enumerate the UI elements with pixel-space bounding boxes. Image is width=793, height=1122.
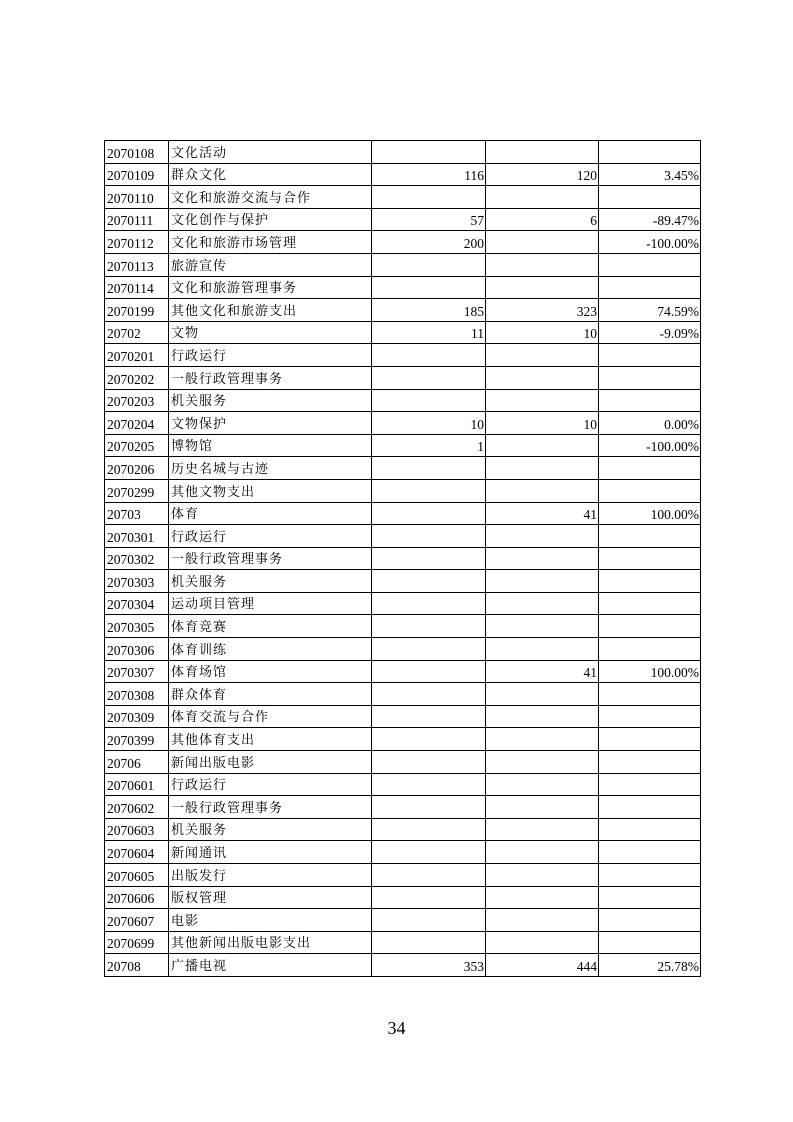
page-number: 34 — [387, 1018, 406, 1038]
row-name-cell: 机关服务 — [169, 570, 372, 593]
row-code-cell: 2070601 — [105, 773, 169, 796]
row-curr-value-cell: 444 — [486, 954, 599, 977]
row-name-cell: 新闻出版电影 — [169, 751, 372, 774]
row-change-cell: 74.59% — [599, 299, 701, 322]
table-row — [105, 931, 701, 954]
row-change-cell — [599, 683, 701, 706]
row-code-cell: 2070199 — [105, 299, 169, 322]
row-code-cell: 2070203 — [105, 389, 169, 412]
row-name-cell: 文物 — [169, 321, 372, 344]
row-name-cell: 机关服务 — [169, 818, 372, 841]
row-curr-value-cell — [486, 683, 599, 706]
row-prev-value-cell: 11 — [372, 321, 486, 344]
row-prev-value-cell — [372, 186, 486, 209]
row-change-cell — [599, 615, 701, 638]
row-change-cell — [599, 276, 701, 299]
row-code-cell: 2070606 — [105, 886, 169, 909]
row-change-cell — [599, 705, 701, 728]
row-curr-value-cell — [486, 276, 599, 299]
table-row — [105, 208, 701, 231]
table-row — [105, 434, 701, 457]
row-prev-value-cell — [372, 547, 486, 570]
row-code-cell: 2070202 — [105, 366, 169, 389]
row-curr-value-cell — [486, 253, 599, 276]
row-change-cell — [599, 186, 701, 209]
row-change-cell — [599, 773, 701, 796]
row-prev-value-cell — [372, 253, 486, 276]
row-code-cell: 2070108 — [105, 141, 169, 164]
row-prev-value-cell — [372, 344, 486, 367]
row-curr-value-cell: 120 — [486, 163, 599, 186]
row-prev-value-cell — [372, 366, 486, 389]
row-curr-value-cell — [486, 457, 599, 480]
row-curr-value-cell — [486, 231, 599, 254]
row-name-cell: 其他文物支出 — [169, 479, 372, 502]
row-code-cell: 2070112 — [105, 231, 169, 254]
row-change-cell — [599, 592, 701, 615]
row-curr-value-cell: 323 — [486, 299, 599, 322]
table-row — [105, 276, 701, 299]
row-code-cell: 2070307 — [105, 660, 169, 683]
row-change-cell — [599, 344, 701, 367]
row-name-cell: 行政运行 — [169, 344, 372, 367]
table-row — [105, 954, 701, 977]
table-row — [105, 141, 701, 164]
row-change-cell — [599, 931, 701, 954]
row-curr-value-cell — [486, 434, 599, 457]
row-prev-value-cell — [372, 389, 486, 412]
row-prev-value-cell: 116 — [372, 163, 486, 186]
table-row — [105, 163, 701, 186]
row-prev-value-cell — [372, 909, 486, 932]
row-name-cell: 体育场馆 — [169, 660, 372, 683]
table-row — [105, 344, 701, 367]
row-curr-value-cell — [486, 886, 599, 909]
table-row — [105, 389, 701, 412]
row-name-cell: 一般行政管理事务 — [169, 547, 372, 570]
row-prev-value-cell: 10 — [372, 412, 486, 435]
row-name-cell: 群众文化 — [169, 163, 372, 186]
row-curr-value-cell — [486, 479, 599, 502]
row-code-cell: 2070299 — [105, 479, 169, 502]
row-name-cell: 文化创作与保护 — [169, 208, 372, 231]
row-curr-value-cell — [486, 773, 599, 796]
row-change-cell: -100.00% — [599, 231, 701, 254]
row-prev-value-cell — [372, 502, 486, 525]
row-change-cell — [599, 886, 701, 909]
table-row — [105, 479, 701, 502]
row-prev-value-cell — [372, 796, 486, 819]
row-curr-value-cell — [486, 909, 599, 932]
row-code-cell: 2070309 — [105, 705, 169, 728]
row-name-cell: 群众体育 — [169, 683, 372, 706]
row-code-cell: 20702 — [105, 321, 169, 344]
row-change-cell — [599, 841, 701, 864]
row-prev-value-cell — [372, 141, 486, 164]
table-row — [105, 864, 701, 887]
row-prev-value-cell — [372, 705, 486, 728]
row-prev-value-cell — [372, 570, 486, 593]
table-row — [105, 231, 701, 254]
row-name-cell: 行政运行 — [169, 773, 372, 796]
row-change-cell — [599, 479, 701, 502]
row-curr-value-cell — [486, 344, 599, 367]
row-curr-value-cell: 6 — [486, 208, 599, 231]
row-name-cell: 体育 — [169, 502, 372, 525]
row-prev-value-cell — [372, 592, 486, 615]
table-row — [105, 728, 701, 751]
expenditure-table — [104, 140, 701, 977]
row-curr-value-cell — [486, 141, 599, 164]
row-code-cell: 2070109 — [105, 163, 169, 186]
row-curr-value-cell: 41 — [486, 660, 599, 683]
row-name-cell: 一般行政管理事务 — [169, 796, 372, 819]
row-change-cell — [599, 728, 701, 751]
row-name-cell: 文化活动 — [169, 141, 372, 164]
row-code-cell: 2070204 — [105, 412, 169, 435]
row-change-cell — [599, 818, 701, 841]
table-row — [105, 841, 701, 864]
row-code-cell: 2070110 — [105, 186, 169, 209]
table-row — [105, 660, 701, 683]
row-curr-value-cell — [486, 751, 599, 774]
row-name-cell: 一般行政管理事务 — [169, 366, 372, 389]
row-name-cell: 其他文化和旅游支出 — [169, 299, 372, 322]
row-name-cell: 版权管理 — [169, 886, 372, 909]
table-row — [105, 186, 701, 209]
row-change-cell — [599, 909, 701, 932]
row-code-cell: 20706 — [105, 751, 169, 774]
row-change-cell — [599, 570, 701, 593]
row-code-cell: 2070399 — [105, 728, 169, 751]
row-prev-value-cell — [372, 660, 486, 683]
table-row — [105, 886, 701, 909]
row-curr-value-cell — [486, 592, 599, 615]
row-code-cell: 20708 — [105, 954, 169, 977]
table-row — [105, 615, 701, 638]
row-curr-value-cell — [486, 525, 599, 548]
row-change-cell — [599, 389, 701, 412]
row-code-cell: 2070305 — [105, 615, 169, 638]
table-row — [105, 818, 701, 841]
row-name-cell: 行政运行 — [169, 525, 372, 548]
row-name-cell: 体育训练 — [169, 638, 372, 661]
table-row — [105, 525, 701, 548]
row-code-cell: 2070113 — [105, 253, 169, 276]
row-code-cell: 2070302 — [105, 547, 169, 570]
row-prev-value-cell — [372, 751, 486, 774]
table-row — [105, 773, 701, 796]
table-row — [105, 796, 701, 819]
row-prev-value-cell: 57 — [372, 208, 486, 231]
table-row — [105, 705, 701, 728]
row-change-cell: -100.00% — [599, 434, 701, 457]
row-change-cell — [599, 751, 701, 774]
row-prev-value-cell — [372, 886, 486, 909]
row-change-cell — [599, 638, 701, 661]
row-prev-value-cell — [372, 525, 486, 548]
row-change-cell: 0.00% — [599, 412, 701, 435]
row-change-cell — [599, 547, 701, 570]
row-change-cell: 25.78% — [599, 954, 701, 977]
row-prev-value-cell: 1 — [372, 434, 486, 457]
row-code-cell: 2070111 — [105, 208, 169, 231]
row-name-cell: 其他新闻出版电影支出 — [169, 931, 372, 954]
row-code-cell: 2070303 — [105, 570, 169, 593]
row-change-cell — [599, 457, 701, 480]
row-curr-value-cell — [486, 547, 599, 570]
row-curr-value-cell: 41 — [486, 502, 599, 525]
table-row — [105, 299, 701, 322]
table-row — [105, 683, 701, 706]
row-code-cell: 2070304 — [105, 592, 169, 615]
row-change-cell — [599, 525, 701, 548]
table-row — [105, 638, 701, 661]
row-change-cell — [599, 796, 701, 819]
table-row — [105, 502, 701, 525]
table-row — [105, 366, 701, 389]
row-curr-value-cell — [486, 570, 599, 593]
table-row — [105, 592, 701, 615]
row-name-cell: 博物馆 — [169, 434, 372, 457]
row-code-cell: 2070605 — [105, 864, 169, 887]
row-name-cell: 文物保护 — [169, 412, 372, 435]
table-row — [105, 457, 701, 480]
row-code-cell: 2070201 — [105, 344, 169, 367]
row-code-cell: 2070308 — [105, 683, 169, 706]
row-change-cell — [599, 366, 701, 389]
row-name-cell: 电影 — [169, 909, 372, 932]
row-name-cell: 历史名城与古迹 — [169, 457, 372, 480]
row-prev-value-cell — [372, 615, 486, 638]
row-name-cell: 新闻通讯 — [169, 841, 372, 864]
row-code-cell: 2070602 — [105, 796, 169, 819]
row-code-cell: 2070206 — [105, 457, 169, 480]
row-prev-value-cell — [372, 728, 486, 751]
row-curr-value-cell — [486, 728, 599, 751]
row-prev-value-cell: 353 — [372, 954, 486, 977]
row-code-cell: 2070205 — [105, 434, 169, 457]
row-name-cell: 出版发行 — [169, 864, 372, 887]
row-prev-value-cell — [372, 457, 486, 480]
table-row — [105, 570, 701, 593]
row-name-cell: 广播电视 — [169, 954, 372, 977]
row-code-cell: 2070114 — [105, 276, 169, 299]
table-row — [105, 751, 701, 774]
row-code-cell: 2070306 — [105, 638, 169, 661]
table-row — [105, 253, 701, 276]
row-code-cell: 20703 — [105, 502, 169, 525]
row-code-cell: 2070699 — [105, 931, 169, 954]
row-curr-value-cell — [486, 705, 599, 728]
row-name-cell: 机关服务 — [169, 389, 372, 412]
row-prev-value-cell: 200 — [372, 231, 486, 254]
table-body — [105, 141, 701, 977]
row-name-cell: 其他体育支出 — [169, 728, 372, 751]
row-curr-value-cell: 10 — [486, 321, 599, 344]
row-name-cell: 文化和旅游管理事务 — [169, 276, 372, 299]
row-curr-value-cell — [486, 841, 599, 864]
row-curr-value-cell — [486, 864, 599, 887]
row-change-cell: 100.00% — [599, 502, 701, 525]
row-name-cell: 体育交流与合作 — [169, 705, 372, 728]
row-name-cell: 文化和旅游市场管理 — [169, 231, 372, 254]
row-change-cell: 100.00% — [599, 660, 701, 683]
row-change-cell: 3.45% — [599, 163, 701, 186]
row-code-cell: 2070603 — [105, 818, 169, 841]
row-prev-value-cell — [372, 479, 486, 502]
row-prev-value-cell — [372, 818, 486, 841]
row-prev-value-cell — [372, 841, 486, 864]
row-prev-value-cell — [372, 683, 486, 706]
row-curr-value-cell — [486, 796, 599, 819]
row-change-cell: -9.09% — [599, 321, 701, 344]
table-row — [105, 909, 701, 932]
row-prev-value-cell — [372, 931, 486, 954]
row-code-cell: 2070604 — [105, 841, 169, 864]
row-curr-value-cell — [486, 818, 599, 841]
row-name-cell: 文化和旅游交流与合作 — [169, 186, 372, 209]
row-curr-value-cell — [486, 389, 599, 412]
row-code-cell: 2070301 — [105, 525, 169, 548]
row-code-cell: 2070607 — [105, 909, 169, 932]
table-row — [105, 321, 701, 344]
row-prev-value-cell — [372, 773, 486, 796]
row-curr-value-cell — [486, 366, 599, 389]
row-curr-value-cell — [486, 615, 599, 638]
row-change-cell — [599, 141, 701, 164]
table-row — [105, 547, 701, 570]
row-prev-value-cell — [372, 638, 486, 661]
row-curr-value-cell — [486, 931, 599, 954]
row-curr-value-cell — [486, 638, 599, 661]
row-name-cell: 运动项目管理 — [169, 592, 372, 615]
row-curr-value-cell: 10 — [486, 412, 599, 435]
row-prev-value-cell: 185 — [372, 299, 486, 322]
row-prev-value-cell — [372, 864, 486, 887]
row-curr-value-cell — [486, 186, 599, 209]
row-change-cell — [599, 253, 701, 276]
table-row — [105, 412, 701, 435]
row-name-cell: 体育竞赛 — [169, 615, 372, 638]
row-change-cell — [599, 864, 701, 887]
row-prev-value-cell — [372, 276, 486, 299]
row-change-cell: -89.47% — [599, 208, 701, 231]
row-name-cell: 旅游宣传 — [169, 253, 372, 276]
